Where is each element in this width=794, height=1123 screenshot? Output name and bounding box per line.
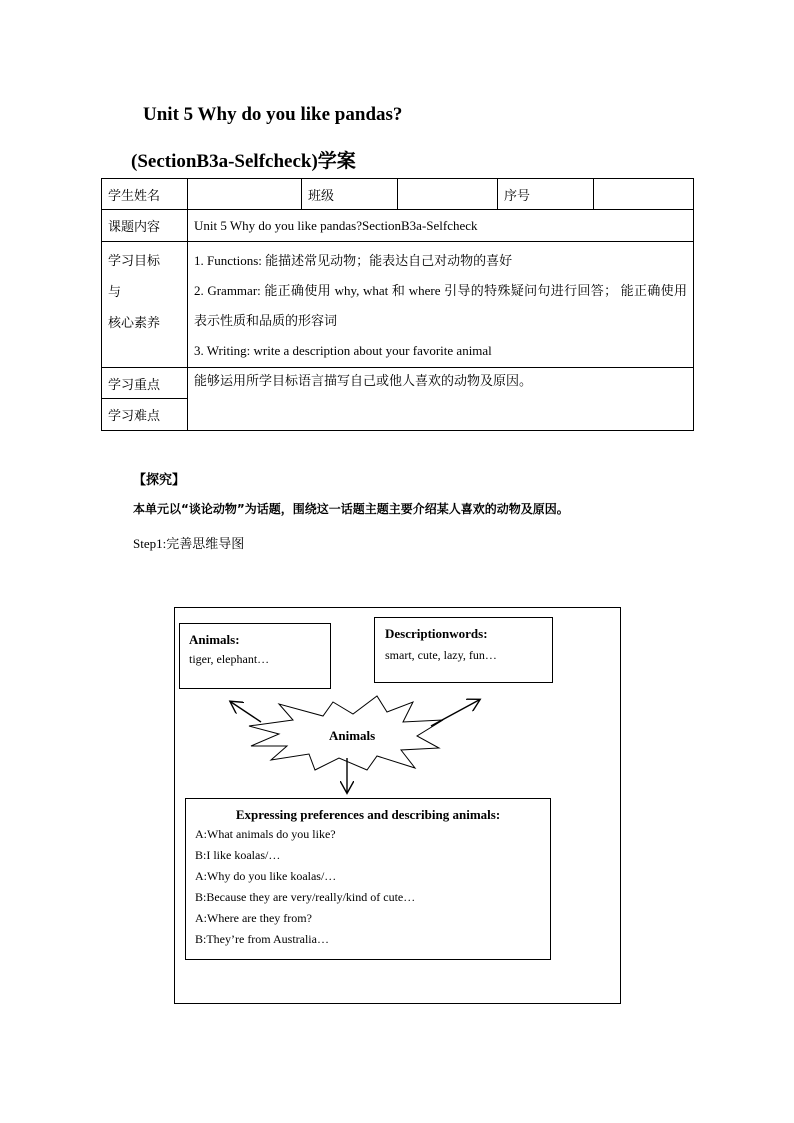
preferences-dialogue: [195, 824, 415, 950]
info-table: [101, 178, 694, 431]
goal-functions: 1. Functions: 能描述常见动物；能表达自己对动物的喜好: [194, 253, 513, 268]
topic-value: Unit 5 Why do you like pandas?SectionB3a-Selfcheck: [188, 210, 694, 242]
explore-intro: 本单元以“谈论动物”为话题，围绕这一话题主题主要介绍某人喜欢的动物及原因。: [133, 502, 569, 516]
goal-grammar: 2. Grammar: 能正确使用 why, what 和 where 引导的特殊疑问句进行回答； 能正确使用表示性质和品质的形容词: [194, 283, 687, 328]
goals-content: [188, 242, 694, 368]
topic-label: 课题内容: [102, 210, 188, 242]
preferences-box: [185, 798, 551, 960]
arrow-to-description: [431, 700, 479, 726]
step1-label: Step1:完善思维导图: [133, 536, 245, 551]
class-label: 班级: [302, 179, 398, 210]
dialogue-line: B:Because they are very/really/kind of cute…: [195, 890, 416, 904]
difficulty-label: 学习难点: [102, 399, 188, 431]
animals-box: [179, 623, 331, 689]
dialogue-line: B:I like koalas/…: [195, 848, 281, 862]
student-name-label: 学生姓名: [102, 179, 188, 210]
dialogue-line: A:Where are they from?: [195, 911, 312, 925]
goals-label-line1: 学习目标: [108, 254, 161, 269]
page-title: Unit 5 Why do you like pandas?: [143, 104, 403, 125]
class-field[interactable]: [398, 179, 498, 210]
goals-label-line3: 核心素养: [108, 316, 161, 331]
student-name-field[interactable]: [188, 179, 302, 210]
animals-box-title: Animals:: [189, 632, 240, 647]
dialogue-line: A:Why do you like koalas/…: [195, 869, 337, 883]
mind-map-frame: [174, 607, 621, 1004]
center-label: Animals: [329, 728, 376, 743]
dialogue-line: B:They’re from Australia…: [195, 932, 329, 946]
key-label: 学习重点: [102, 368, 188, 399]
goals-label-line2: 与: [108, 285, 122, 300]
description-box-text: smart, cute, lazy, fun…: [385, 648, 497, 662]
seat-label: 序号: [498, 179, 594, 210]
preferences-box-title: Expressing preferences and describing animals:: [235, 807, 501, 822]
animals-box-text: tiger, elephant…: [189, 652, 270, 666]
page-subtitle: (SectionB3a-Selfcheck)学案: [131, 151, 356, 172]
goals-label: [102, 242, 188, 368]
description-box: [374, 617, 553, 683]
goal-writing: 3. Writing: write a description about your favorite animal: [194, 343, 492, 358]
seat-field[interactable]: [594, 179, 694, 210]
description-box-title: Descriptionwords:: [385, 626, 488, 641]
key-value: 能够运用所学目标语言描写自己或他人喜欢的动物及原因。: [188, 368, 694, 431]
arrow-to-animals: [231, 702, 261, 722]
explore-heading: 【探究】: [133, 472, 186, 487]
dialogue-line: A:What animals do you like?: [195, 827, 336, 841]
